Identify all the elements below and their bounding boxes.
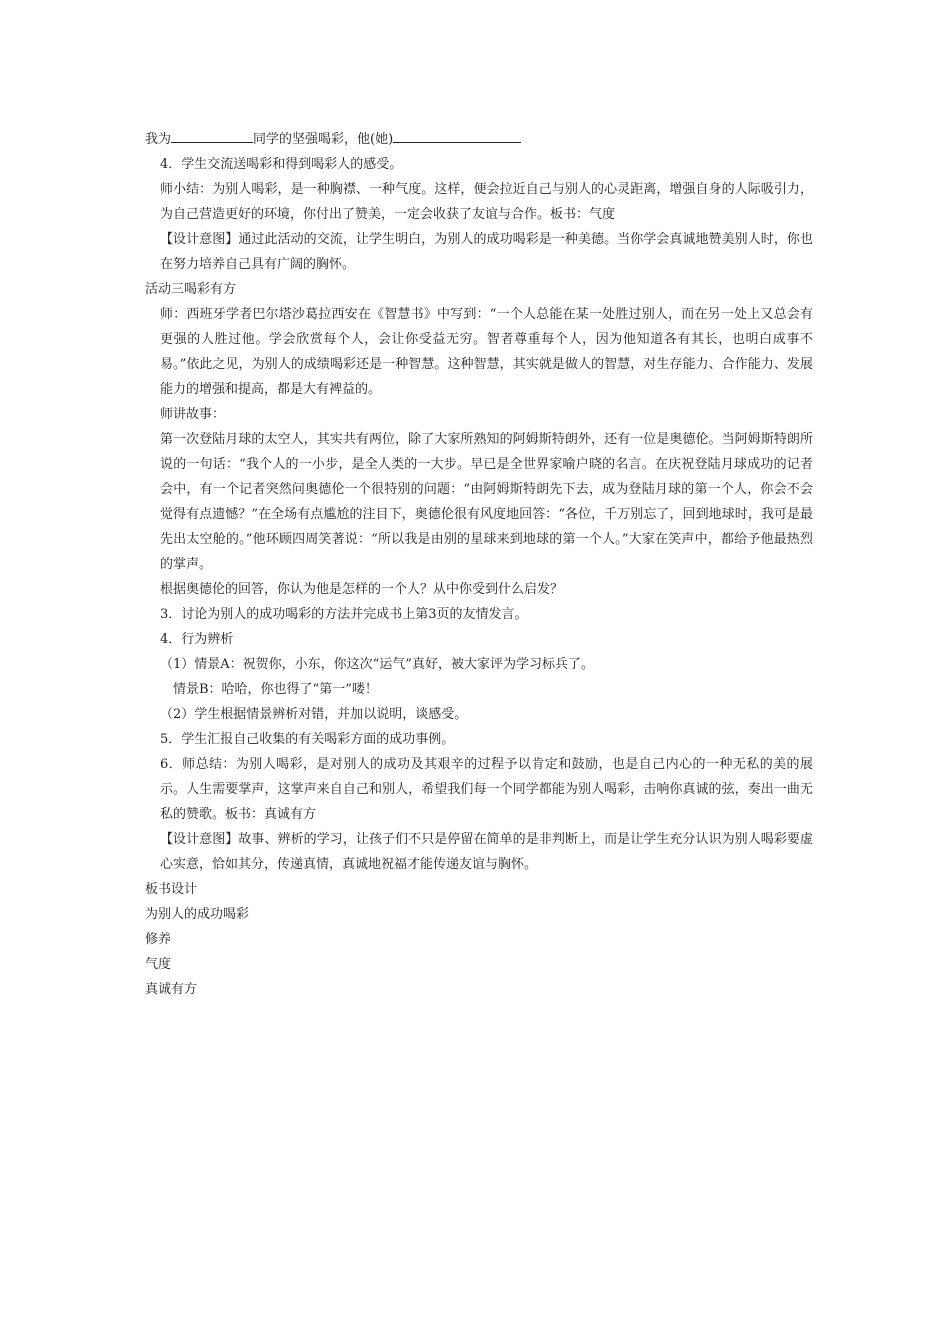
scene-analysis: （2）学生根据情景辨析对错，并加以说明，谈感受。 [160,707,468,722]
board-item: 修养 [145,932,172,947]
board-item: 气度 [145,957,172,972]
fill-in-prefix: 我为 [145,132,172,147]
teacher-quote: 师：西班牙学者巴尔塔沙葛拉西安在《智慧书》中写到：“一个人总能在某一处胜过别人，而在另一处上又总会有更强的人胜过他。学会欣赏每个人，会让你受益无穷。智者尊重每个人，因为他知道各有其长，也明白成事不易。”依此之见，为别人的成绩喝彩还是一种智慧。这种智慧，其实就是做人的智慧，对生存能力、合作能力、发展能力的增强和提高，都是大有裨益的。 [160,307,813,397]
fill-in-line [145,127,813,152]
step-5-report: 5．学生汇报自己收集的有关喝彩方面的成功事例。 [160,732,455,747]
document-body [145,127,813,1002]
fill-in-blank-reason[interactable] [393,127,521,143]
board-design-heading: 板书设计 [145,882,198,897]
design-intent-1: 【设计意图】通过此活动的交流，让学生明白，为别人的成功喝彩是一种美德。当你学会真诚地赞美别人时，你也在努力培养自己具有广阔的胸怀。 [160,232,813,272]
step-3-discussion: 3．讨论为别人的成功喝彩的方法并完成书上第3页的友情发言。 [160,607,528,622]
moon-story: 第一次登陆月球的太空人，其实共有两位，除了大家所熟知的阿姆斯特朗外，还有一位是奥德伦。当阿姆斯特朗所说的一句话：“我个人的一小步，是全人类的一大步。早已是全世界家喻户晓的名言。在庆祝登陆月球成功的记者会中，有一个记者突然问奥德伦一个很特别的问题：“由阿姆斯特朗先下去，成为登陆月球的第一个人，你会不会觉得有点遗憾？”在全场有点尴尬的注目下，奥德伦很有风度地回答：“各位，千万别忘了，回到地球时，我可是最先出太空舱的。”他环顾四周笑著说：“所以我是由别的星球来到地球的第一个人。”大家在笑声中，都给予他最热烈的掌声。 [160,432,813,572]
teacher-summary-1: 师小结：为别人喝彩，是一种胸襟、一种气度。这样，便会拉近自己与别人的心灵距离，增强自身的人际吸引力，为自己营造更好的环境，你付出了赞美，一定会收获了友谊与合作。板书：气度 [160,182,813,222]
design-intent-2: 【设计意图】故事、辨析的学习，让孩子们不只是停留在简单的是非判断上，而是让学生充分认识为别人喝彩要虚心实意，恰如其分，传递真情，真诚地祝福才能传递友谊与胸怀。 [160,832,813,872]
activity-3-heading: 活动三喝彩有方 [145,282,237,297]
scene-b: 情景B：哈哈，你也得了“第一”喽！ [173,682,378,697]
step-4-exchange: 4．学生交流送喝彩和得到喝彩人的感受。 [160,157,403,172]
fill-in-blank-name[interactable] [171,127,253,143]
step-6-teacher-summary: 6．师总结：为别人喝彩，是对别人的成功及其艰辛的过程予以肯定和鼓励，也是自己内心的一种无私的美的展示。人生需要掌声，这掌声来自自己和别人，希望我们每一个同学都能为别人喝彩，击响你真诚的弦，奏出一曲无私的赞歌。板书：真诚有方 [160,757,813,822]
fill-in-middle: 同学的坚强喝彩，他(她) [253,132,394,147]
board-item: 为别人的成功喝彩 [145,907,250,922]
story-heading: 师讲故事： [160,407,226,422]
board-item: 真诚有方 [145,982,198,997]
scene-a: （1）情景A：祝贺你，小东，你这次“运气”真好，被大家评为学习标兵了。 [160,657,594,672]
step-4-behavior-analysis: 4．行为辨析 [160,632,234,647]
reflection-question: 根据奥德伦的回答，你认为他是怎样的一个人？从中你受到什么启发？ [160,582,564,597]
